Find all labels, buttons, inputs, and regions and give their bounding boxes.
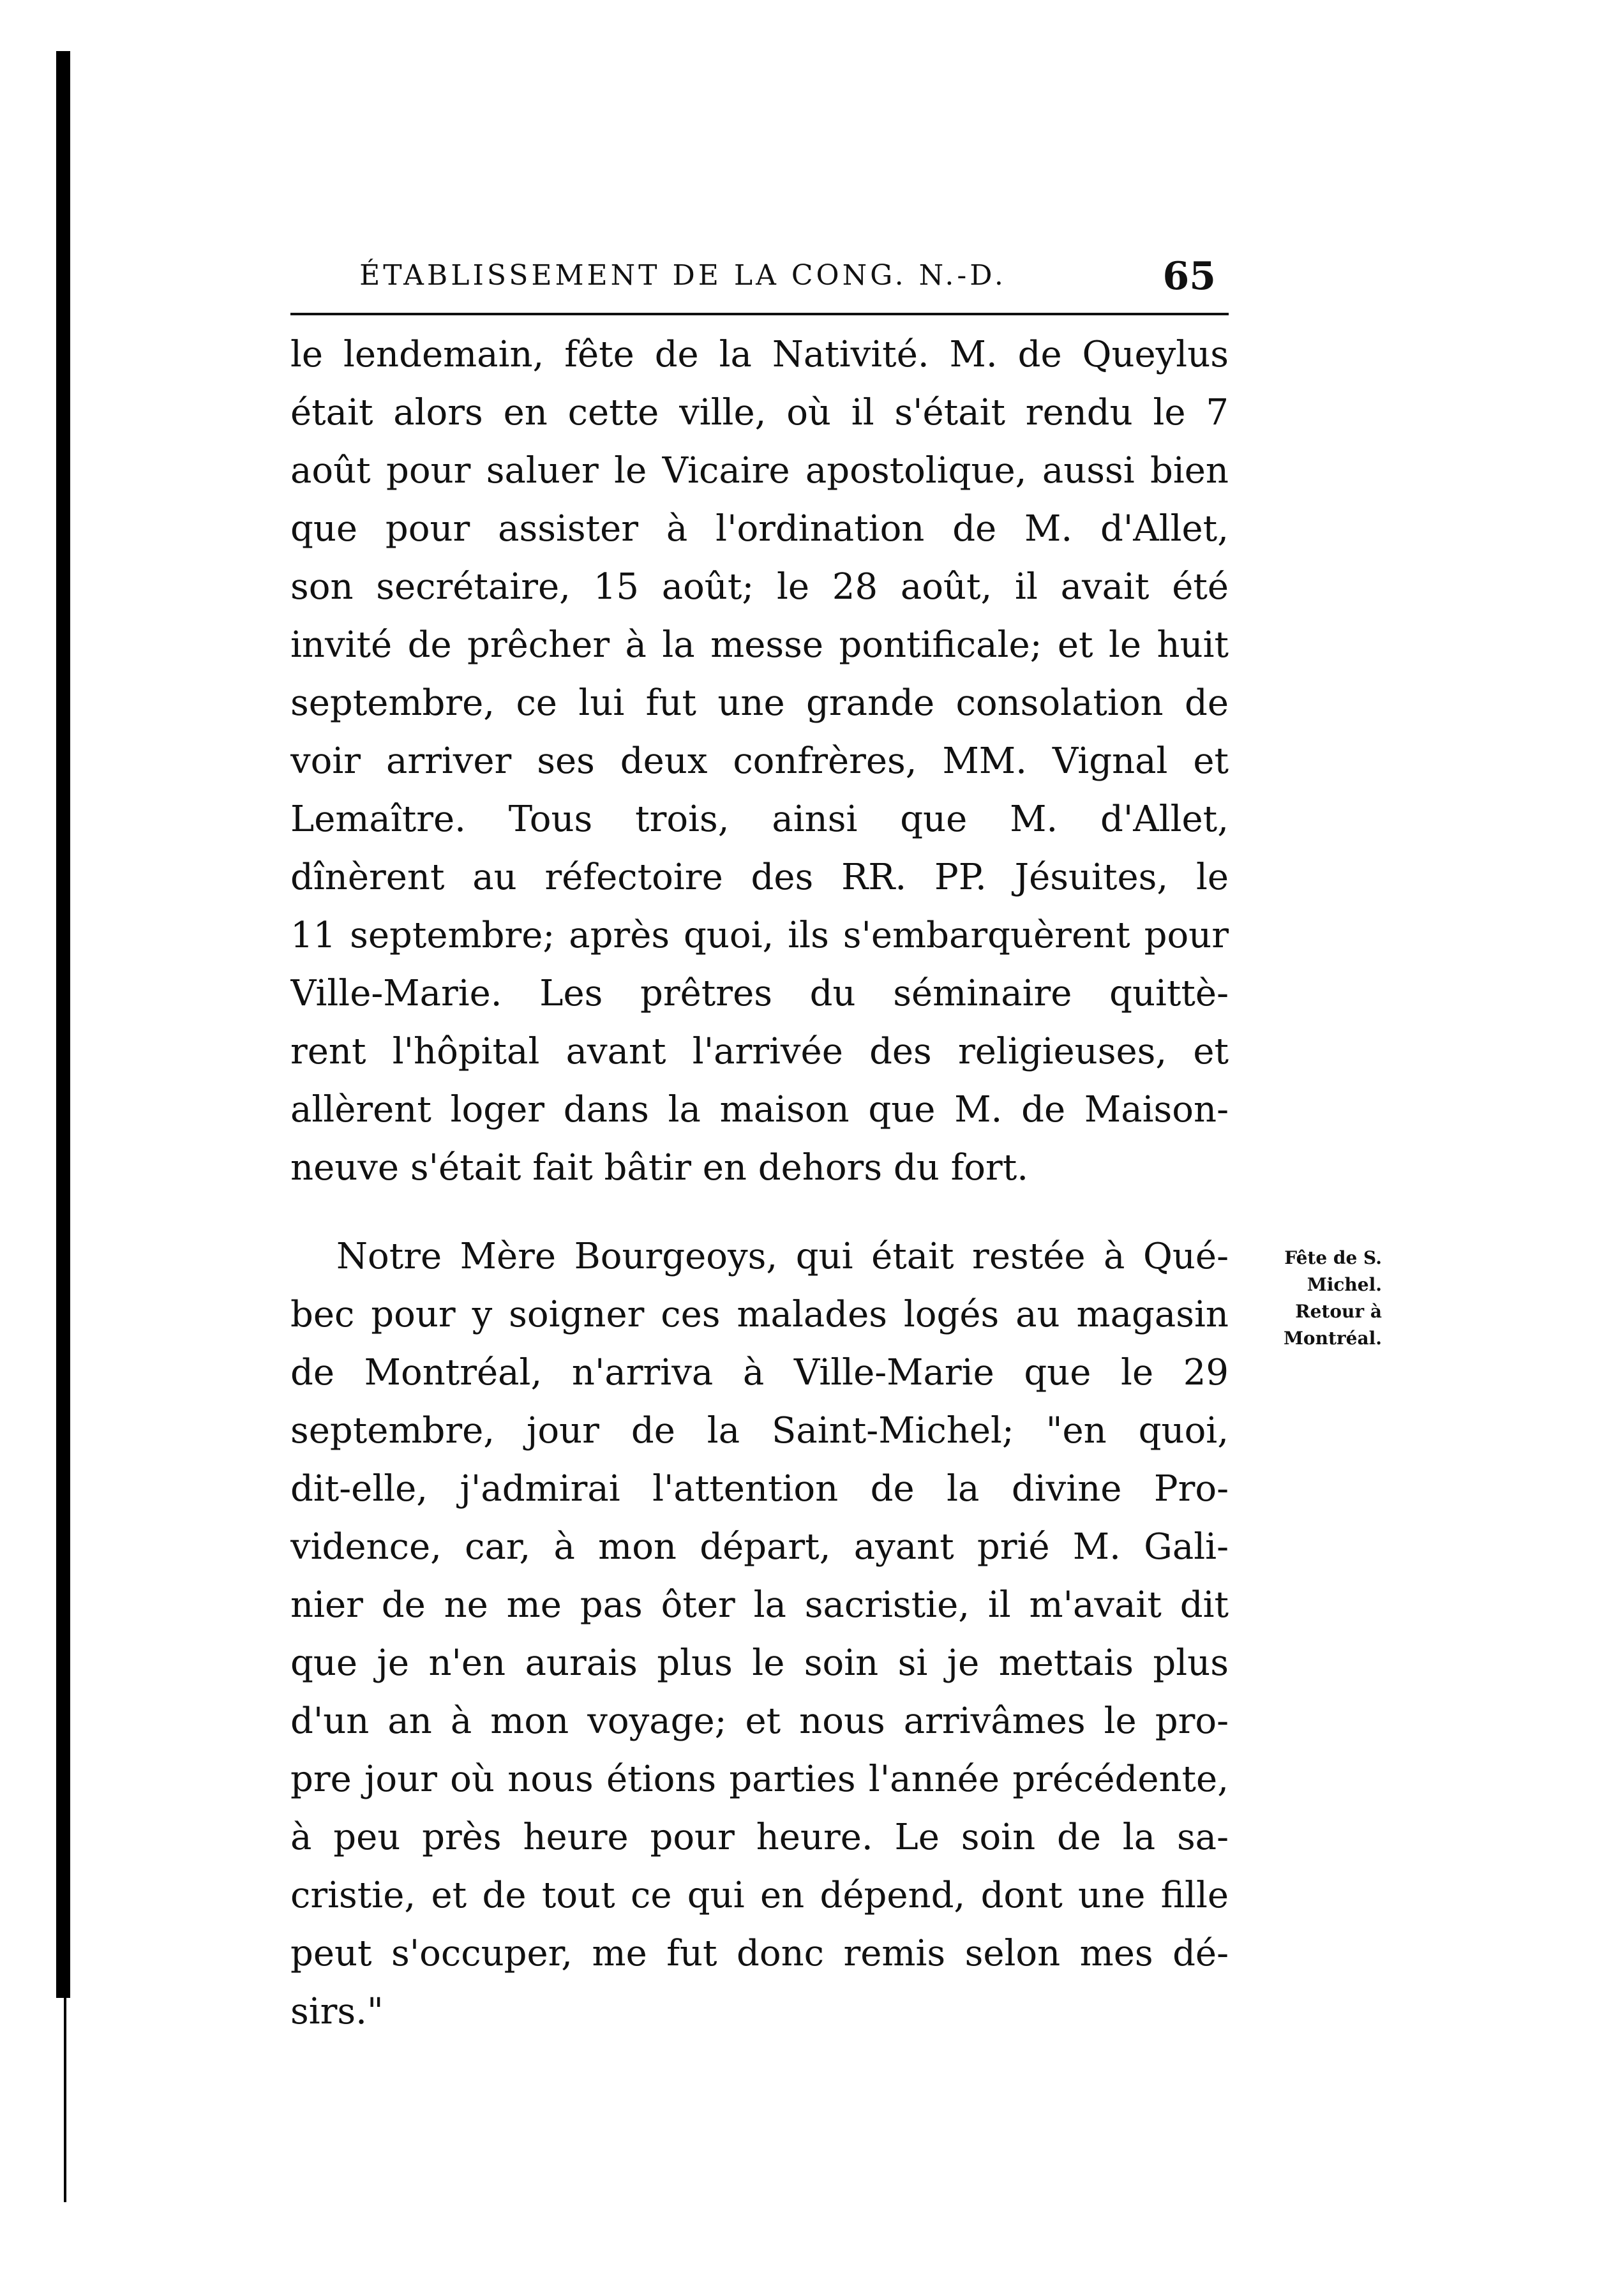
text-line: peut s'occuper, me fut donc remis selon mes dé- (290, 1933, 1229, 1974)
text-line: nier de ne me pas ôter la sacristie, il m'avait dit (290, 1584, 1229, 1626)
text-line: bec pour y soigner ces malades logés au magasin (290, 1294, 1229, 1335)
text-line: le lendemain, fête de la Nativité. M. de Queylus (290, 334, 1229, 375)
text-line: rent l'hôpital avant l'arrivée des religieuses, et (290, 1031, 1229, 1072)
marginal-note-line: Retour à (1295, 1301, 1382, 1322)
running-title: ÉTABLISSEMENT DE LA CONG. N.-D. (359, 259, 1007, 292)
text-line: d'un an à mon voyage; et nous arrivâmes le pro- (290, 1700, 1229, 1742)
text-line: son secrétaire, 15 août; le 28 août, il avait été (290, 566, 1229, 608)
text-line: 11 septembre; après quoi, ils s'embarquèrent pour (290, 915, 1229, 956)
text-line: que pour assister à l'ordination de M. d'Allet, (290, 508, 1229, 550)
running-head (290, 254, 1229, 305)
paragraph-gap (290, 1197, 1229, 1227)
text-line: sirs." (290, 1991, 384, 2032)
text-line: était alors en cette ville, où il s'était rendu le 7 (290, 392, 1229, 433)
marginal-note-line: Michel. (1307, 1274, 1382, 1295)
text-line: cristie, et de tout ce qui en dépend, dont une fille (290, 1875, 1229, 1916)
scan-edge-shadow (56, 51, 70, 1998)
text-line: septembre, ce lui fut une grande consolation de (290, 682, 1229, 724)
text-line: septembre, jour de la Saint-Michel; "en quoi, (290, 1410, 1229, 1452)
page-number: 65 (1162, 254, 1216, 299)
text-line: Notre Mère Bourgeoys, qui était restée à Qué- (336, 1236, 1229, 1277)
text-line: invité de prêcher à la messe pontificale; et le huit (290, 624, 1229, 666)
scan-edge-line (64, 1998, 66, 2202)
text-line: vidence, car, à mon départ, ayant prié M. Gali- (290, 1526, 1229, 1568)
text-line: neuve s'était fait bâtir en dehors du fort. (290, 1147, 1029, 1189)
marginal-note-line: Fête de S. (1284, 1247, 1382, 1268)
header-rule (290, 313, 1229, 315)
text-line: dînèrent au réfectoire des RR. PP. Jésuites, le (290, 857, 1229, 898)
body-text (290, 326, 1229, 2041)
text-line: à peu près heure pour heure. Le soin de la sa- (290, 1817, 1229, 1858)
marginal-note-line: Montréal. (1283, 1328, 1382, 1349)
text-line: Lemaître. Tous trois, ainsi que M. d'Allet, (290, 799, 1229, 840)
text-line: de Montréal, n'arriva à Ville-Marie que le 29 (290, 1352, 1229, 1393)
text-line: Ville-Marie. Les prêtres du séminaire quittè- (290, 973, 1229, 1014)
text-line: que je n'en aurais plus le soin si je mettais plus (290, 1642, 1229, 1684)
text-line: voir arriver ses deux confrères, MM. Vignal et (290, 740, 1229, 782)
text-line: allèrent loger dans la maison que M. de Maison- (290, 1089, 1229, 1130)
text-line: pre jour où nous étions parties l'année précédente, (290, 1759, 1229, 1800)
text-line: août pour saluer le Vicaire apostolique, aussi bien (290, 450, 1229, 491)
marginal-note (1229, 1245, 1382, 1352)
text-line: dit-elle, j'admirai l'attention de la divine Pro- (290, 1468, 1229, 1510)
